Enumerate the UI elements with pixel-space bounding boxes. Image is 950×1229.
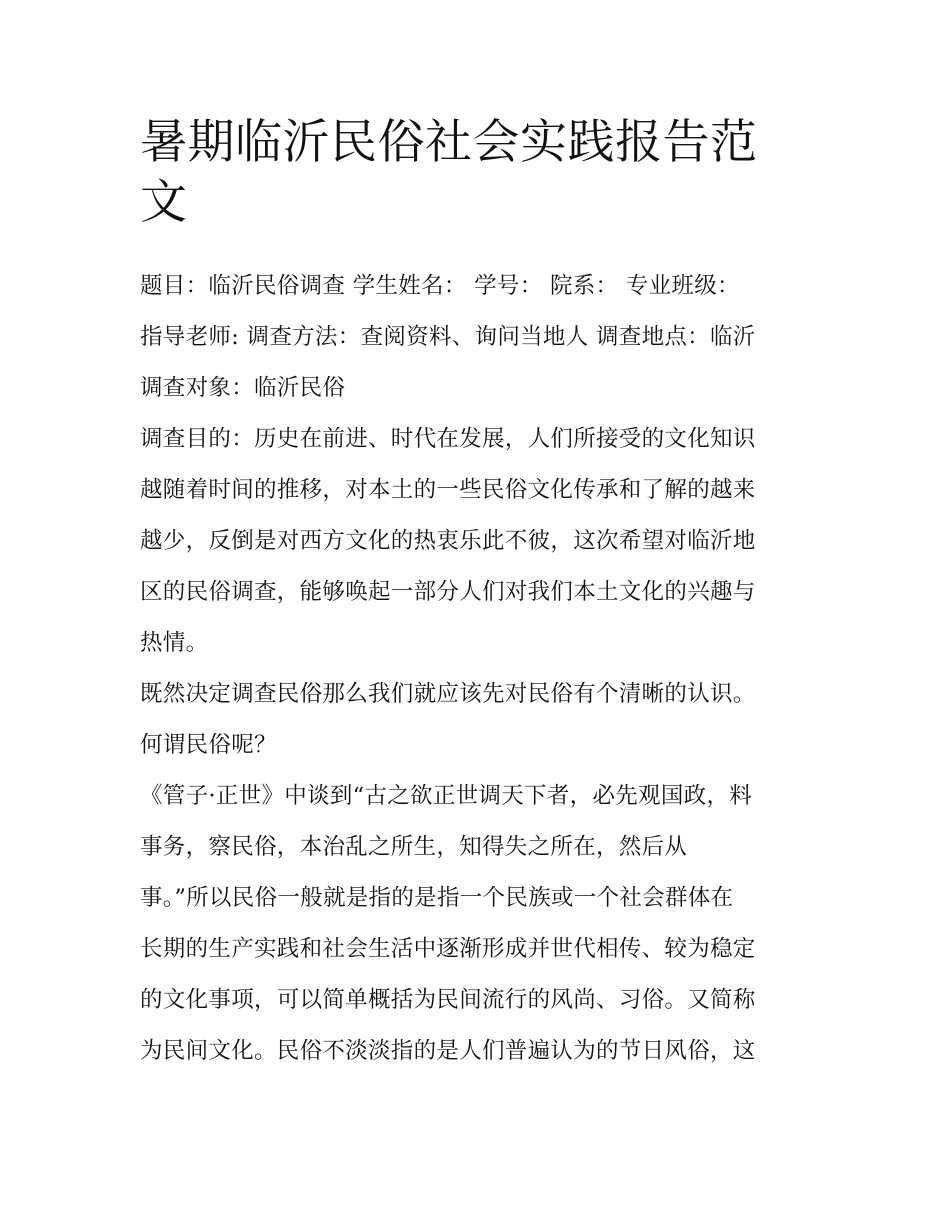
info-line-subject: 调查对象：临沂民俗 [140, 375, 346, 401]
text-line: 《管子·正世》中谈到“古之欲正世调天下者，必先观国政，料 [140, 783, 753, 809]
text-line: 事。”所以民俗一般就是指的是指一个民族或一个社会群体在 [140, 885, 734, 911]
info-line-topic: 题目：临沂民俗调查 学生姓名： 学号： 院系： 专业班级： [140, 273, 740, 299]
text-line: 调查目的：历史在前进、时代在发展，人们所接受的文化知识 [140, 426, 756, 452]
document-title [140, 113, 815, 233]
document-page [140, 113, 815, 1077]
text-line: 既然决定调查民俗那么我们就应该先对民俗有个清晰的认识。 [140, 681, 756, 707]
text-line: 区的民俗调查，能够唤起一部分人们对我们本土文化的兴趣与 [140, 579, 756, 605]
text-line: 越少，反倒是对西方文化的热衷乐此不彼，这次希望对临沂地 [140, 528, 756, 554]
text-line: 长期的生产实践和社会生活中逐渐形成并世代相传、较为稳定 [140, 936, 756, 962]
title-line: 暑期临沂民俗社会实践报告范 [140, 115, 758, 170]
text-line: 何谓民俗呢？ [140, 732, 277, 758]
title-line: 文 [140, 175, 188, 230]
text-line: 的文化事项，可以简单概括为民间流行的风尚、习俗。又简称 [140, 987, 756, 1013]
text-line: 热情。 [140, 630, 209, 656]
info-line-method: 指导老师: 调查方法：查阅资料、询问当地人 调查地点：临沂 [140, 324, 756, 350]
text-line: 为民间文化。民俗不淡淡指的是人们普遍认为的节日风俗，这 [140, 1038, 756, 1064]
document-body [140, 261, 815, 1077]
text-line: 越随着时间的推移，对本土的一些民俗文化传承和了解的越来 [140, 477, 756, 503]
text-line: 事务，察民俗，本治乱之所生，知得失之所在，然后从 [140, 834, 688, 860]
